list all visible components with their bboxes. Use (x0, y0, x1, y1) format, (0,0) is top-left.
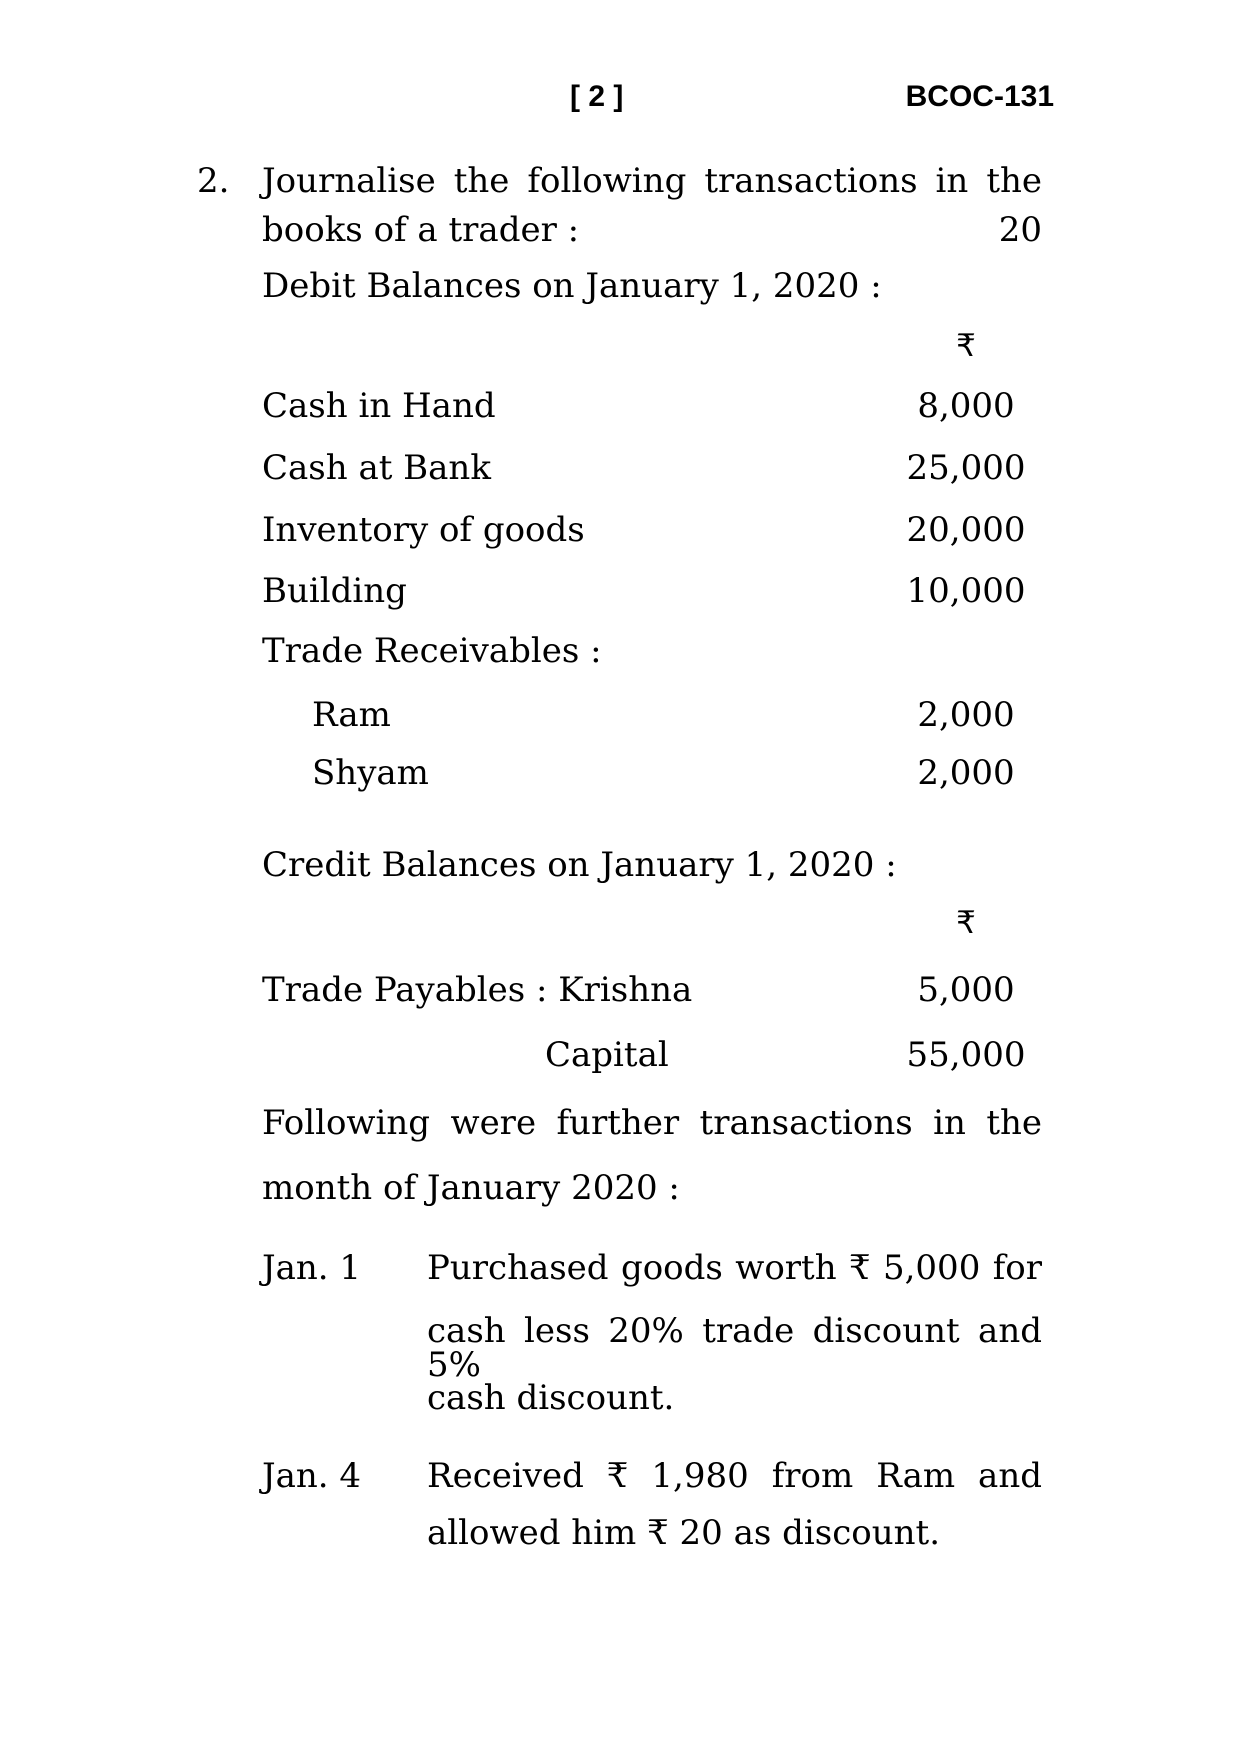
debit-row-label: Trade Receivables : (262, 631, 602, 671)
transaction-date: Jan. 1 (262, 1248, 362, 1288)
debit-row-label: Building (262, 571, 407, 611)
debit-balances-heading: Debit Balances on January 1, 2020 : (262, 266, 882, 306)
debit-row-amount: 8,000 (917, 386, 1015, 426)
question-intro-line2: books of a trader : (262, 210, 580, 250)
question-number: 2. (197, 161, 230, 201)
transaction-text-line: cash less 20% trade discount and 5% (427, 1311, 1042, 1385)
transaction-text-line: allowed him ₹ 20 as discount. (427, 1513, 941, 1553)
rupee-symbol-credit: ₹ (956, 905, 976, 941)
debit-row-amount: 2,000 (917, 695, 1015, 735)
credit-row-label: Trade Payables : Krishna (262, 970, 693, 1010)
transaction-text-line: Purchased goods worth ₹ 5,000 for (427, 1248, 1042, 1288)
transaction-date: Jan. 4 (262, 1456, 362, 1496)
debit-row-amount: 2,000 (917, 753, 1015, 793)
debit-row-label: Ram (312, 695, 391, 735)
debit-row-amount: 10,000 (906, 571, 1026, 611)
rupee-symbol-debit: ₹ (956, 328, 976, 364)
debit-row-amount: 20,000 (906, 510, 1026, 550)
transaction-text-line: cash discount. (427, 1378, 675, 1418)
question-marks: 20 (998, 210, 1042, 250)
debit-row-label: Cash in Hand (262, 386, 496, 426)
question-intro-line1: Journalise the following transactions in the (262, 161, 1042, 201)
course-code: BCOC-131 (905, 80, 1054, 113)
debit-row-label: Cash at Bank (262, 448, 491, 488)
debit-row-label: Inventory of goods (262, 510, 585, 550)
further-transactions-line1: Following were further transactions in the (262, 1103, 1042, 1143)
debit-row-label: Shyam (312, 753, 429, 793)
credit-row-amount: 55,000 (906, 1035, 1026, 1075)
debit-row-amount: 25,000 (906, 448, 1026, 488)
page-number: [ 2 ] (570, 80, 624, 113)
credit-balances-heading: Credit Balances on January 1, 2020 : (262, 845, 897, 885)
further-transactions-line2: month of January 2020 : (262, 1168, 680, 1208)
credit-row-label: Capital (545, 1035, 669, 1075)
credit-row-amount: 5,000 (917, 970, 1015, 1010)
transaction-text-line: Received ₹ 1,980 from Ram and (427, 1456, 1042, 1496)
